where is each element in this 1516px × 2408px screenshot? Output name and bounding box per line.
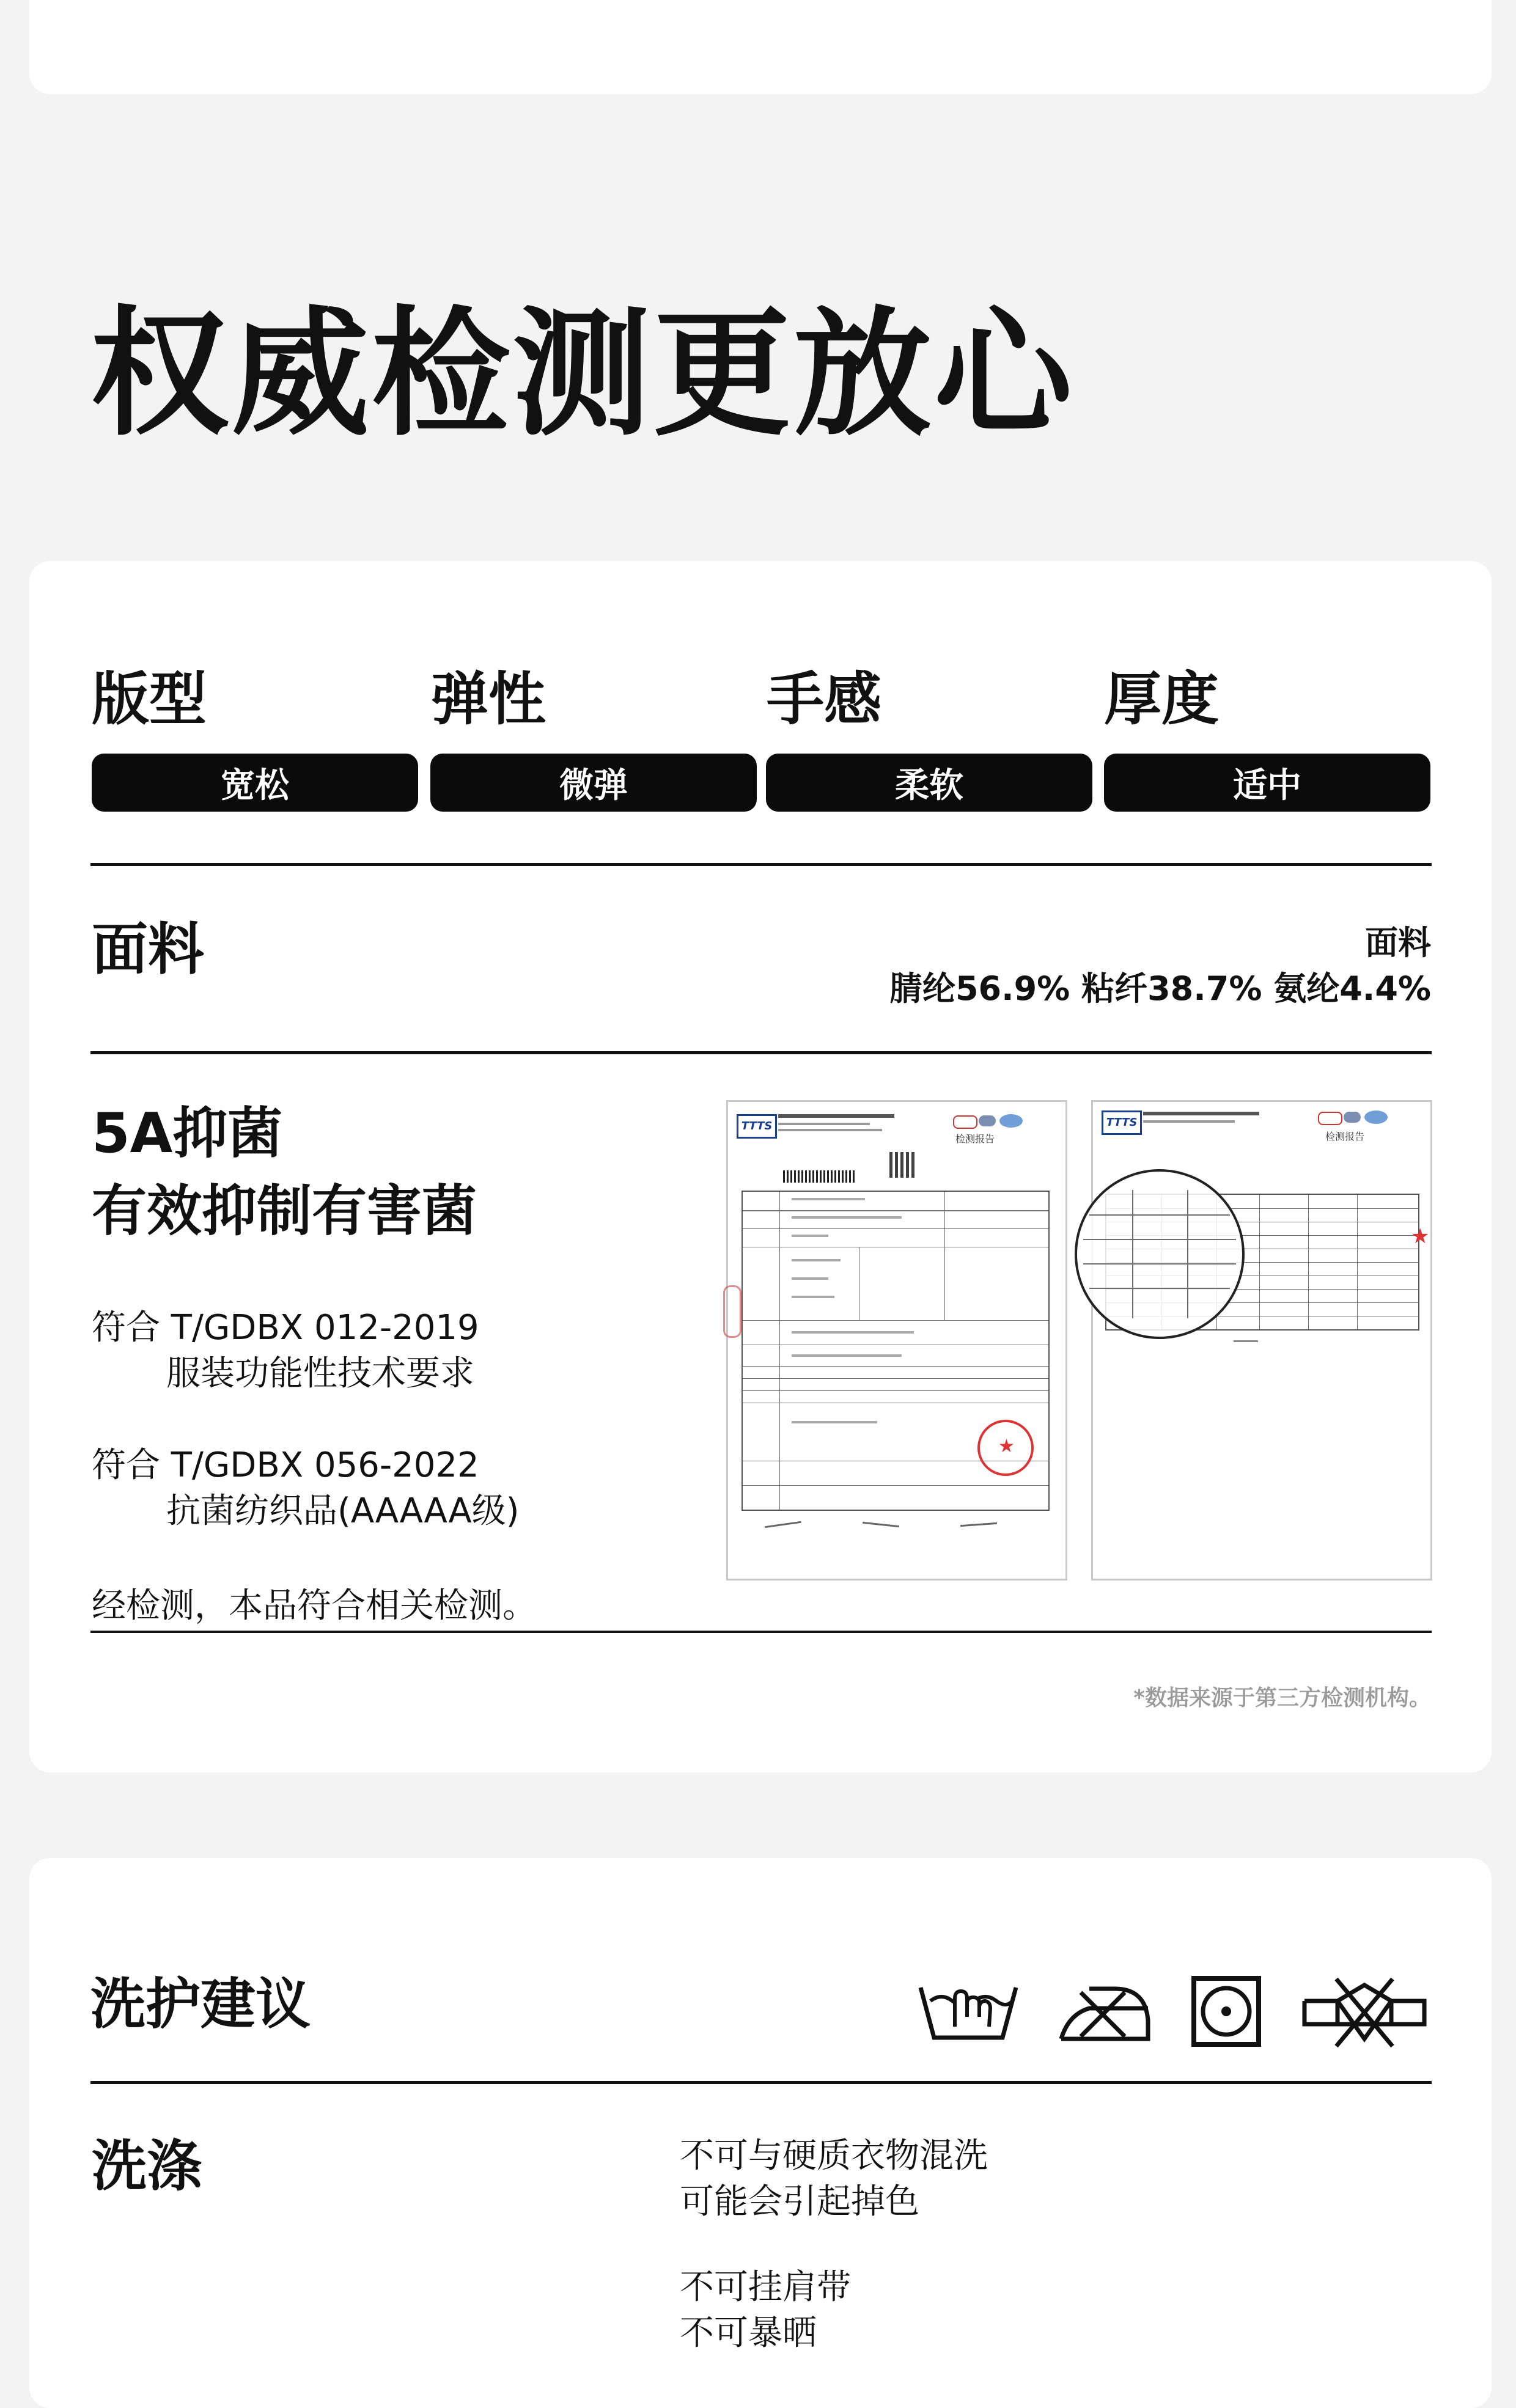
- attr-label-thickness: 厚度: [1104, 666, 1220, 733]
- divider: [90, 863, 1432, 866]
- standard-desc-1: 服装功能性技术要求: [166, 1354, 474, 1393]
- attr-label-fit: 版型: [92, 666, 207, 733]
- divider: [90, 1051, 1432, 1054]
- qr-code: [889, 1152, 915, 1178]
- washing-label: 洗涤: [92, 2134, 202, 2198]
- attr-value-thickness: 适中: [1104, 754, 1430, 812]
- standard-code-2: 符合 T/GDBX 056-2022: [92, 1445, 479, 1485]
- attr-value-elasticity: 微弹: [430, 754, 757, 812]
- do-not-iron-icon: [1056, 1978, 1152, 2045]
- official-seal: ★: [977, 1420, 1034, 1476]
- page-title: 权威检测更放心: [90, 294, 1075, 455]
- care-note: 不可挂肩带: [680, 2267, 851, 2307]
- antibacterial-title: 5A抑菌: [92, 1101, 283, 1165]
- test-report-document: [726, 1100, 1067, 1580]
- attr-label-elasticity: 弹性: [431, 666, 546, 733]
- divider: [90, 1631, 1432, 1633]
- attr-value-feel: 柔软: [766, 754, 1092, 812]
- report-title: 检测报告: [1325, 1131, 1365, 1142]
- magnifier-icon: [1075, 1169, 1245, 1339]
- data-source-note: *数据来源于第三方检测机构。: [1133, 1686, 1431, 1711]
- report-logo: TTTS: [737, 1114, 777, 1139]
- test-conclusion: 经检测，本品符合相关检测。: [92, 1586, 537, 1626]
- tumble-dry-icon: [1191, 1975, 1262, 2047]
- attr-value-fit: 宽松: [92, 754, 418, 812]
- fabric-label: 面料: [92, 917, 205, 982]
- care-note: 不可与硬质衣物混洗: [680, 2136, 988, 2176]
- report-logo: TTTS: [1102, 1110, 1142, 1135]
- test-report-document: TTTS 检测报告 ★: [1091, 1100, 1432, 1580]
- attr-label-feel: 手感: [767, 666, 882, 733]
- care-note: 不可暴晒: [680, 2313, 817, 2353]
- report-title: 检测报告: [955, 1133, 995, 1145]
- hand-wash-icon: [917, 1974, 1020, 2047]
- divider: [90, 2081, 1432, 2084]
- top-card: [29, 0, 1492, 94]
- antibacterial-subtitle: 有效抑制有害菌: [92, 1179, 477, 1243]
- care-title: 洗护建议: [90, 1972, 311, 2036]
- do-not-bleach-icon: [1300, 1972, 1429, 2051]
- standard-code-1: 符合 T/GDBX 012-2019: [92, 1308, 479, 1348]
- barcode: [783, 1170, 856, 1183]
- fabric-sub-label: 面料: [1365, 923, 1431, 962]
- care-note: 可能会引起掉色: [680, 2182, 919, 2222]
- standard-desc-2: 抗菌纺织品(AAAAA级): [166, 1491, 520, 1531]
- fabric-composition: 腈纶56.9% 粘纤38.7% 氨纶4.4%: [889, 969, 1431, 1008]
